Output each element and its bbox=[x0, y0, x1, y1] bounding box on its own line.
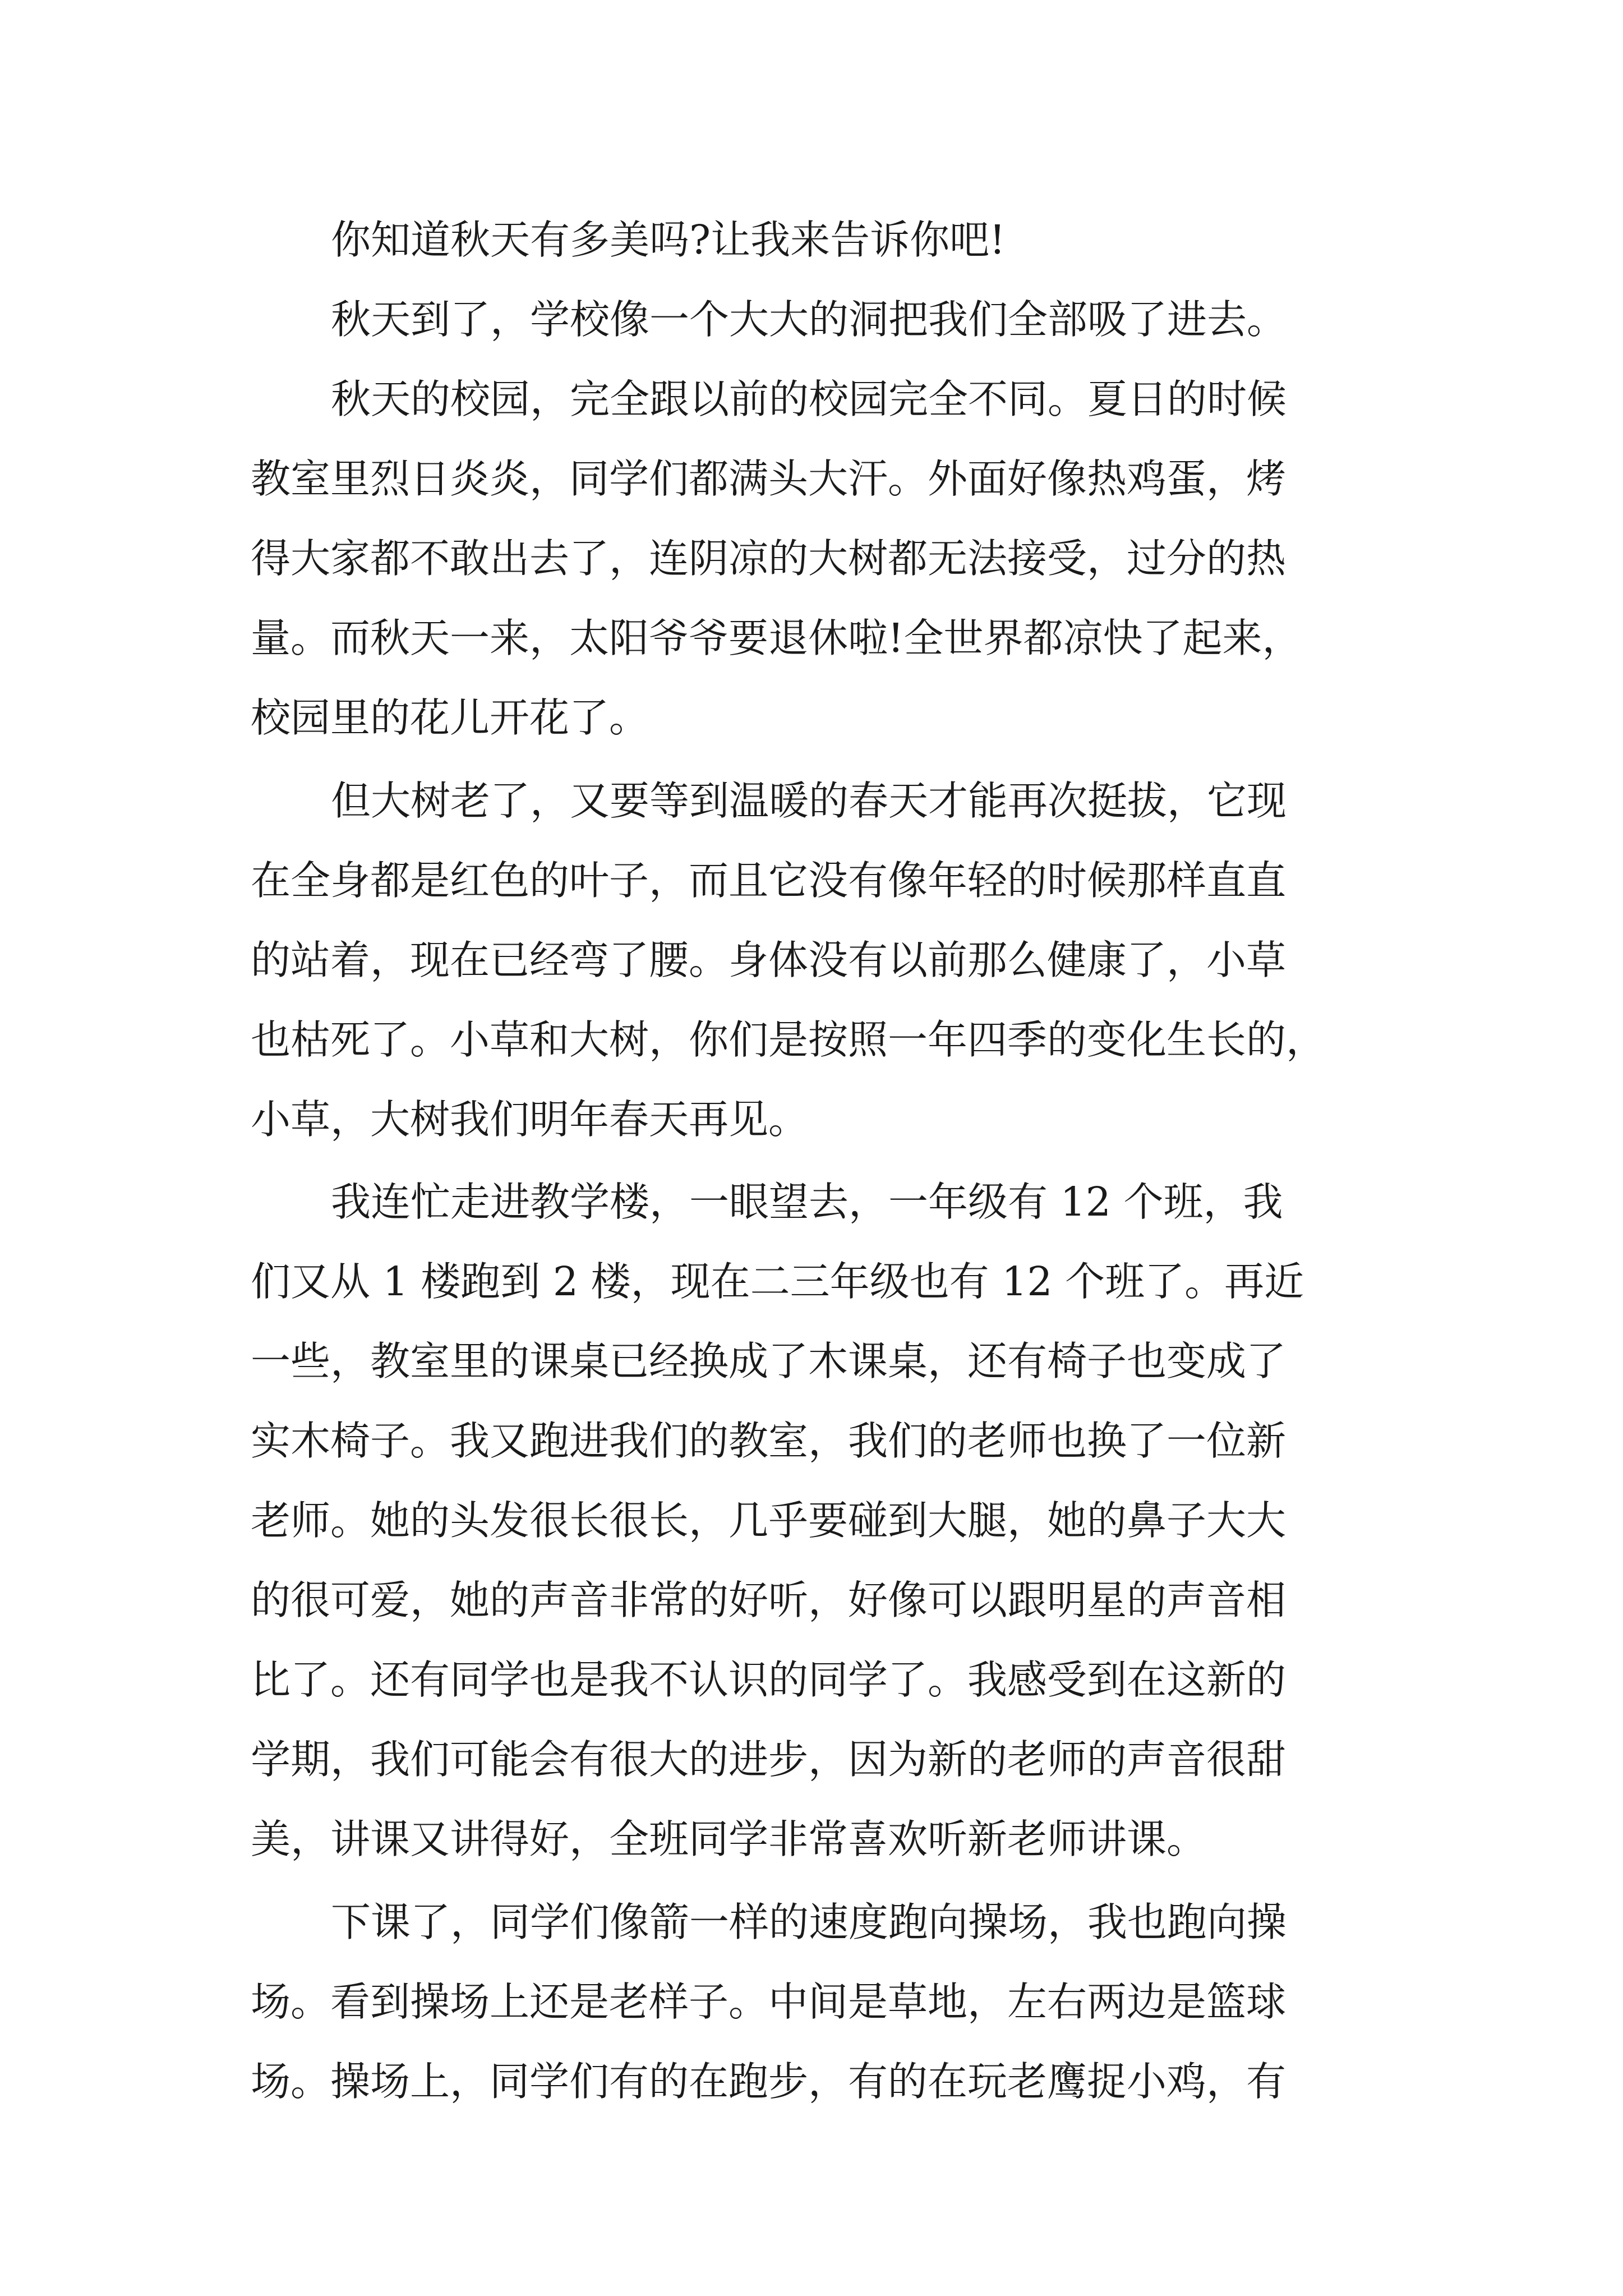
paragraph-5-line-7: 比了。还有同学也是我不认识的同学了。我感受到在这新的 bbox=[251, 1657, 1287, 1703]
paragraph-4-line-3: 的站着，现在已经弯了腰。身体没有以前那么健康了，小草 bbox=[251, 937, 1287, 983]
paragraph-4-line-4: 也枯死了。小草和大树，你们是按照一年四季的变化生长的， bbox=[251, 1016, 1326, 1063]
paragraph-5-line-3: 一些，教室里的课桌已经换成了木课桌，还有椅子也变成了 bbox=[251, 1338, 1287, 1384]
paragraph-6-line-1: 下课了，同学们像箭一样的速度跑向操场，我也跑向操 bbox=[331, 1899, 1287, 1945]
paragraph-3-line-1: 秋天的校园，完全跟以前的校园完全不同。夏日的时候 bbox=[331, 376, 1287, 422]
paragraph-5-line-4: 实木椅子。我又跑进我们的教室，我们的老师也换了一位新 bbox=[251, 1418, 1287, 1464]
paragraph-6-line-3: 场。操场上，同学们有的在跑步，有的在玩老鹰捉小鸡，有 bbox=[251, 2058, 1287, 2105]
paragraph-5-line-5: 老师。她的头发很长很长，几乎要碰到大腿，她的鼻子大大 bbox=[251, 1497, 1287, 1544]
paragraph-4-line-2: 在全身都是红色的叶子，而且它没有像年轻的时候那样直直 bbox=[251, 857, 1287, 904]
paragraph-2-line-1: 秋天到了，学校像一个大大的洞把我们全部吸了进去。 bbox=[331, 296, 1287, 343]
paragraph-3-line-2: 教室里烈日炎炎，同学们都满头大汗。外面好像热鸡蛋，烤 bbox=[251, 455, 1287, 502]
paragraph-4-line-1: 但大树老了，又要等到温暖的春天才能再次挺拔，它现 bbox=[331, 777, 1287, 824]
paragraph-5-line-9: 美，讲课又讲得好，全班同学非常喜欢听新老师讲课。 bbox=[251, 1816, 1207, 1862]
paragraph-5-line-8: 学期，我们可能会有很大的进步，因为新的老师的声音很甜 bbox=[251, 1736, 1287, 1783]
paragraph-6-line-2: 场。看到操场上还是老样子。中间是草地，左右两边是篮球 bbox=[251, 1978, 1287, 2025]
paragraph-4-line-5: 小草，大树我们明年春天再见。 bbox=[251, 1096, 809, 1143]
paragraph-5-line-6: 的很可爱，她的声音非常的好听，好像可以跟明星的声音相 bbox=[251, 1577, 1287, 1623]
paragraph-5-line-2: 们又从 1 楼跑到 2 楼，现在二三年级也有 12 个班了。再近 bbox=[251, 1258, 1304, 1305]
paragraph-3-line-4: 量。而秋天一来，太阳爷爷要退休啦!全世界都凉快了起来， bbox=[251, 615, 1302, 661]
paragraph-5-line-1: 我连忙走进教学楼，一眼望去，一年级有 12 个班，我 bbox=[331, 1179, 1283, 1225]
paragraph-3-line-3: 得大家都不敢出去了，连阴凉的大树都无法接受，过分的热 bbox=[251, 535, 1287, 582]
paragraph-3-line-5: 校园里的花儿开花了。 bbox=[251, 694, 649, 741]
paragraph-1-line-1: 你知道秋天有多美吗?让我来告诉你吧! bbox=[331, 217, 1006, 263]
